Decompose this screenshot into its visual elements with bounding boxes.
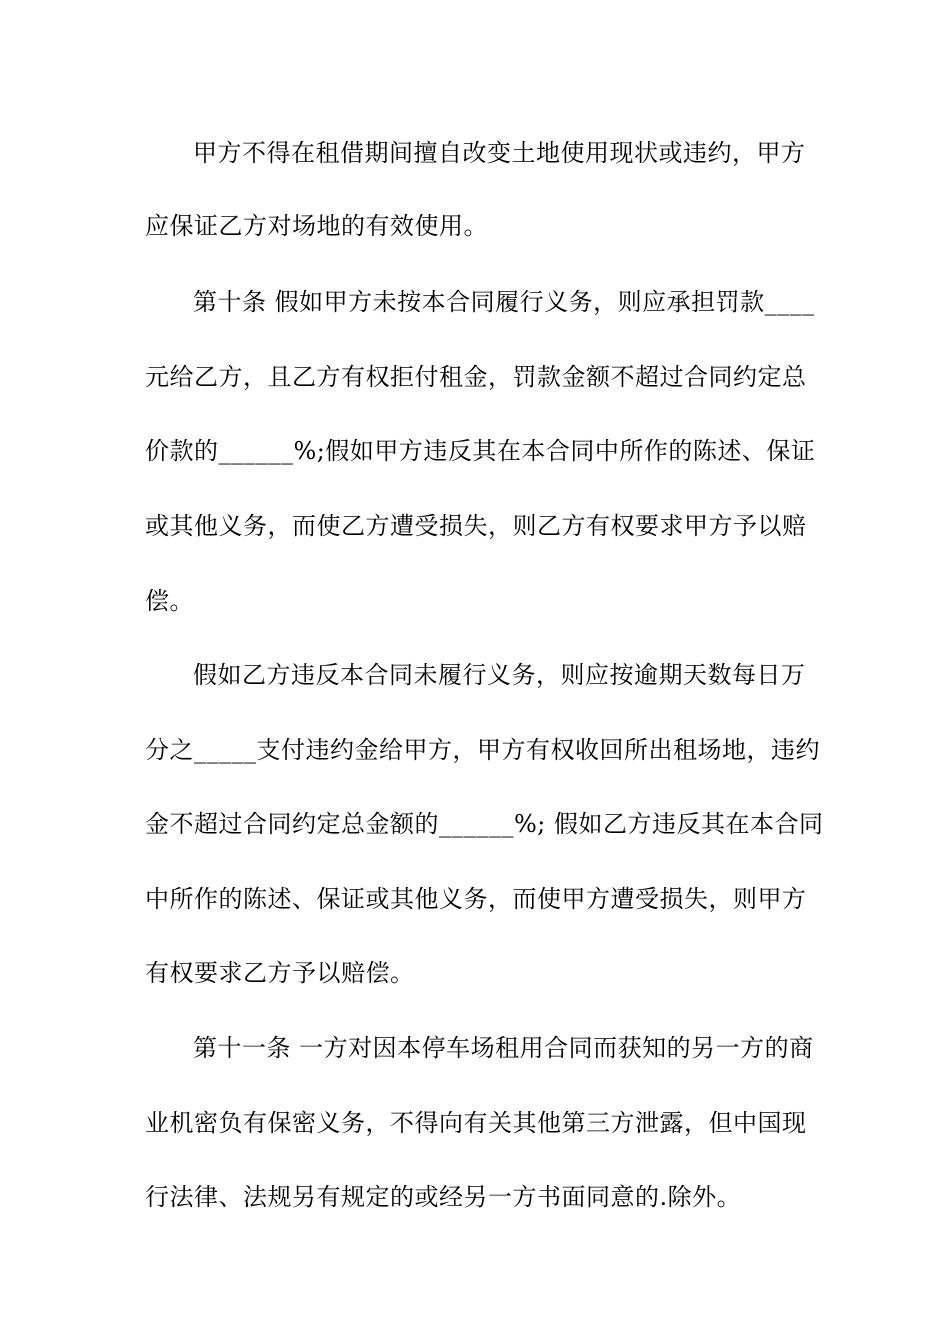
paragraph-line: 价款的______%;假如甲方违反其在本合同中所作的陈述、保证 (145, 437, 816, 465)
paragraph-line: 分之_____支付违约金给甲方，甲方有权收回所出租场地，违约 (145, 736, 820, 764)
paragraph-line: 金不超过合同约定总金额的______%; 假如乙方违反其在本合同 (145, 810, 824, 838)
paragraph-line-article-10: 第十条 假如甲方未按本合同履行义务，则应承担罚款____ (193, 288, 815, 316)
paragraph-line-article-11: 第十一条 一方对因本停车场租用合同而获知的另一方的商 (193, 1034, 814, 1062)
paragraph-line: 业机密负有保密义务，不得向有关其他第三方泄露，但中国现 (145, 1109, 807, 1137)
paragraph-line: 元给乙方，且乙方有权拒付租金，罚款金额不超过合同约定总 (145, 363, 807, 391)
paragraph-line: 有权要求乙方予以赔偿。 (145, 959, 415, 987)
paragraph-line: 应保证乙方对场地的有效使用。 (145, 212, 488, 240)
paragraph-line: 行法律、法规另有规定的或经另一方书面同意的.除外。 (145, 1183, 742, 1211)
paragraph-line: 偿。 (145, 587, 194, 615)
paragraph-line: 或其他义务，而使乙方遭受损失，则乙方有权要求甲方予以赔 (145, 512, 807, 540)
paragraph-line: 假如乙方违反本合同未履行义务，则应按逾期天数每日万 (193, 661, 806, 689)
paragraph-line: 甲方不得在租借期间擅自改变土地使用现状或违约，甲方 (193, 139, 806, 167)
paragraph-line: 中所作的陈述、保证或其他义务，而使甲方遭受损失，则甲方 (145, 885, 807, 913)
